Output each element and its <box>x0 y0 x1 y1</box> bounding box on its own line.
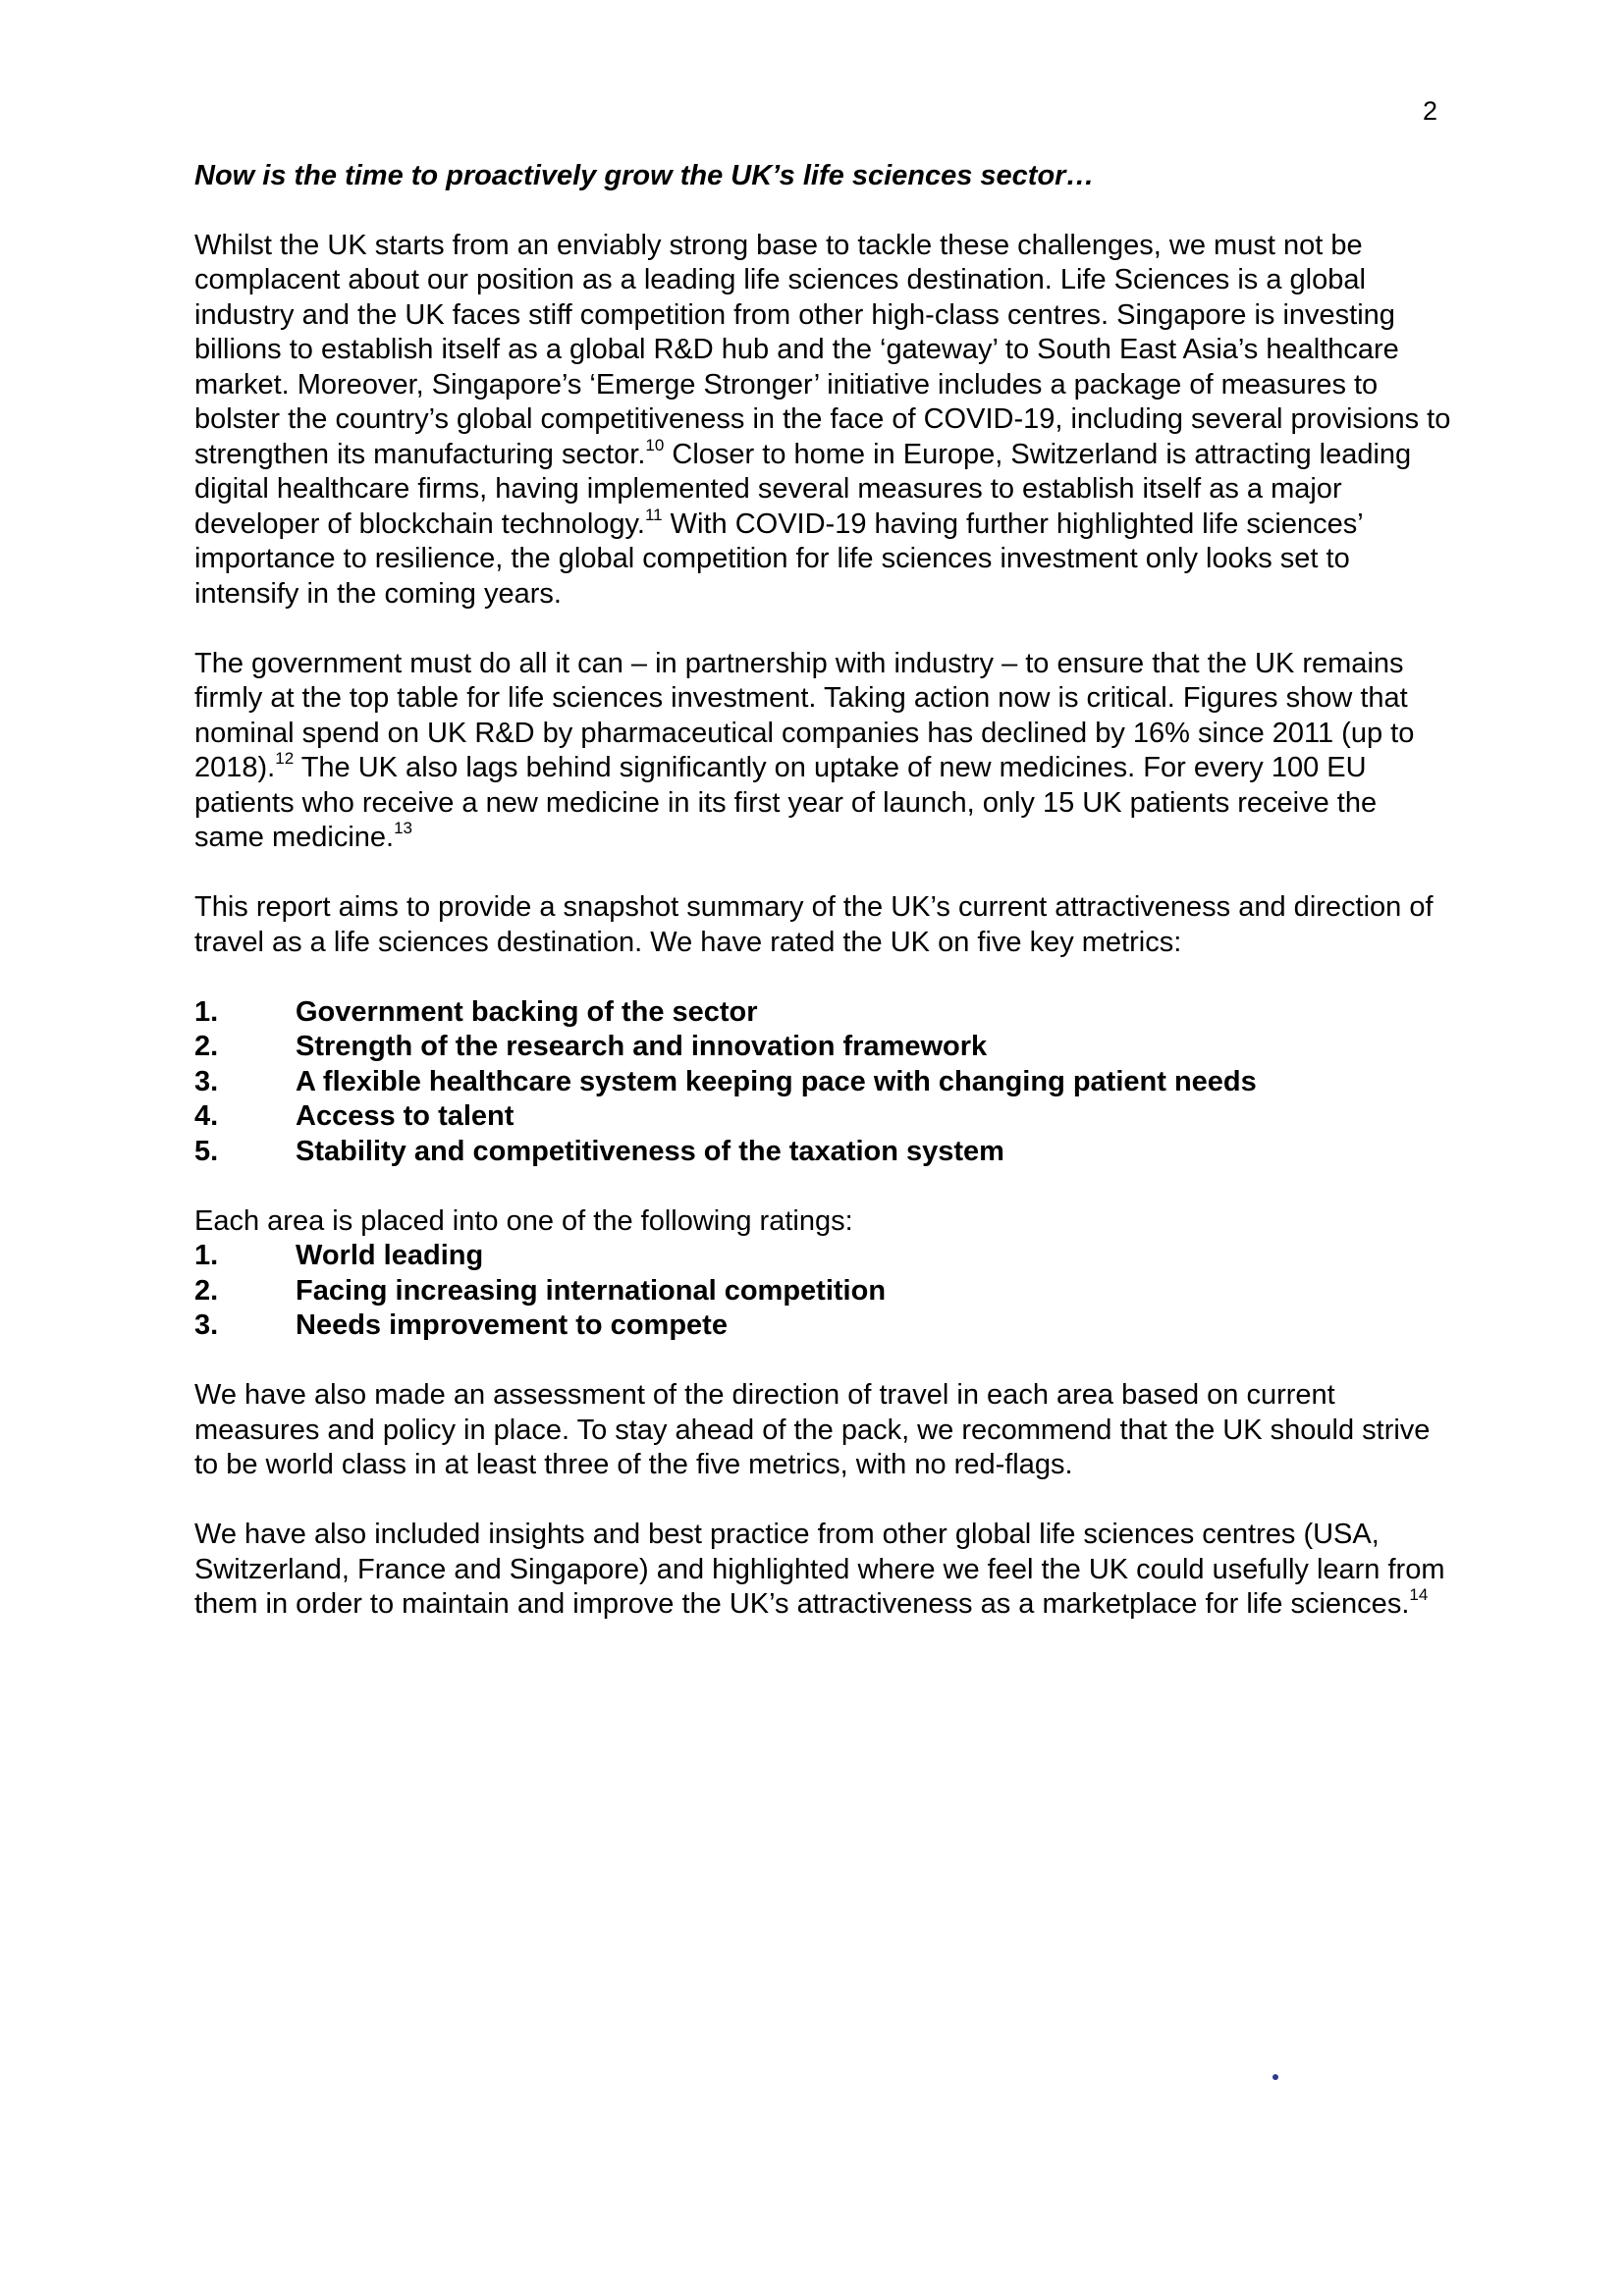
page-number: 2 <box>1422 96 1437 126</box>
list-label: Government backing of the sector <box>296 995 758 1028</box>
list-number: 4. <box>194 1100 219 1132</box>
list-label: Access to talent <box>296 1100 514 1132</box>
list-label: World leading <box>296 1240 484 1271</box>
list-item <box>194 1239 1451 1274</box>
section-heading: Now is the time to proactively grow the UK’s life sciences sector… <box>194 160 1095 191</box>
metrics-list <box>194 995 1451 1170</box>
paragraph-text: Closer to home in Europe, Switzerland is attracting leading digital healthcare firms, having implemented several measures to establish itself as a major developer of blockchain technology. <box>194 438 1412 540</box>
list-label: Needs improvement to compete <box>296 1309 728 1341</box>
ratings-list <box>194 1239 1451 1344</box>
list-number: 3. <box>194 1309 219 1341</box>
paragraph-text: Whilst the UK starts from an enviably strong base to tackle these challenges, we must not be complacent about our position as a leading life sciences destination. Life Sciences is a global industry and the UK faces stiff competition from other high-class centres. Singapore is investing billions to establish itself as a global R&D hub and the ‘gateway’ to South East Asia’s healthcare market. Moreover, Singapore’s ‘Emerge Stronger’ initiative includes a package of measures to bolster the country’s global competitiveness in the face of COVID-19, including several provisions to strengthen its manufacturing sector. <box>194 229 1451 470</box>
paragraph-direction-of-travel: We have also made an assessment of the direction of travel in each area based on current measures and policy in place. To stay ahead of the pack, we recommend that the UK should strive to be world class in at least three of the five metrics, with no red-flags. <box>194 1379 1431 1480</box>
list-label: A flexible healthcare system keeping pace with changing patient needs <box>296 1065 1257 1097</box>
paragraph-text: We have also included insights and best practice from other global life sciences centres (USA, Switzerland, France and Singapore) and highlighted where we feel the UK could usefully learn from them in order to maintain and improve the UK’s attractiveness as a marketplace for life sciences. <box>194 1519 1445 1620</box>
footnote-ref[interactable]: 12 <box>275 749 295 769</box>
list-item <box>194 1135 1451 1170</box>
paragraph-report-aims: This report aims to provide a snapshot summary of the UK’s current attractiveness and direction of travel as a life sciences destination. We have rated the UK on five key metrics: <box>194 891 1434 958</box>
paragraph-text: The UK also lags behind significantly on uptake of new medicines. For every 100 EU patients who receive a new medicine in its first year of launch, only 15 UK patients receive the same medicine. <box>194 752 1378 853</box>
stray-dot <box>1272 2074 1278 2080</box>
list-item <box>194 1308 1451 1344</box>
paragraph-text: With COVID-19 having further highlighted life sciences’ importance to resilience, the global competition for life sciences investment only looks set to intensify in the coming years. <box>194 507 1363 610</box>
list-number: 1. <box>194 995 219 1028</box>
list-item <box>194 1065 1451 1100</box>
paragraph-insights <box>194 1518 1451 1623</box>
document-body <box>194 159 1451 1657</box>
footnote-ref[interactable]: 11 <box>644 505 663 524</box>
list-item <box>194 995 1451 1031</box>
paragraph-ratings-intro: Each area is placed into one of the following ratings: <box>194 1204 853 1237</box>
list-number: 5. <box>194 1135 219 1167</box>
list-label: Stability and competitiveness of the taxation system <box>296 1135 1004 1167</box>
paragraph-government <box>194 647 1451 856</box>
paragraph-competition <box>194 229 1451 613</box>
footnote-ref[interactable]: 14 <box>1409 1585 1429 1605</box>
list-number: 1. <box>194 1240 219 1271</box>
list-label: Strength of the research and innovation framework <box>296 1031 988 1062</box>
footnote-ref[interactable]: 13 <box>394 819 413 838</box>
list-number: 2. <box>194 1031 219 1062</box>
list-number: 2. <box>194 1274 219 1307</box>
list-item <box>194 1030 1451 1065</box>
footnote-ref[interactable]: 10 <box>645 435 665 454</box>
paragraph-text: The government must do all it can – in partnership with industry – to ensure that the UK remains firmly at the top table for life sciences investment. Taking action now is critical. Figures show that nominal spend on UK R&D by pharmaceutical companies has declined by 16% since 2011 (up to 2018). <box>194 647 1415 783</box>
list-number: 3. <box>194 1065 219 1097</box>
list-label: Facing increasing international competition <box>296 1274 887 1307</box>
list-item <box>194 1099 1451 1135</box>
list-item <box>194 1274 1451 1309</box>
